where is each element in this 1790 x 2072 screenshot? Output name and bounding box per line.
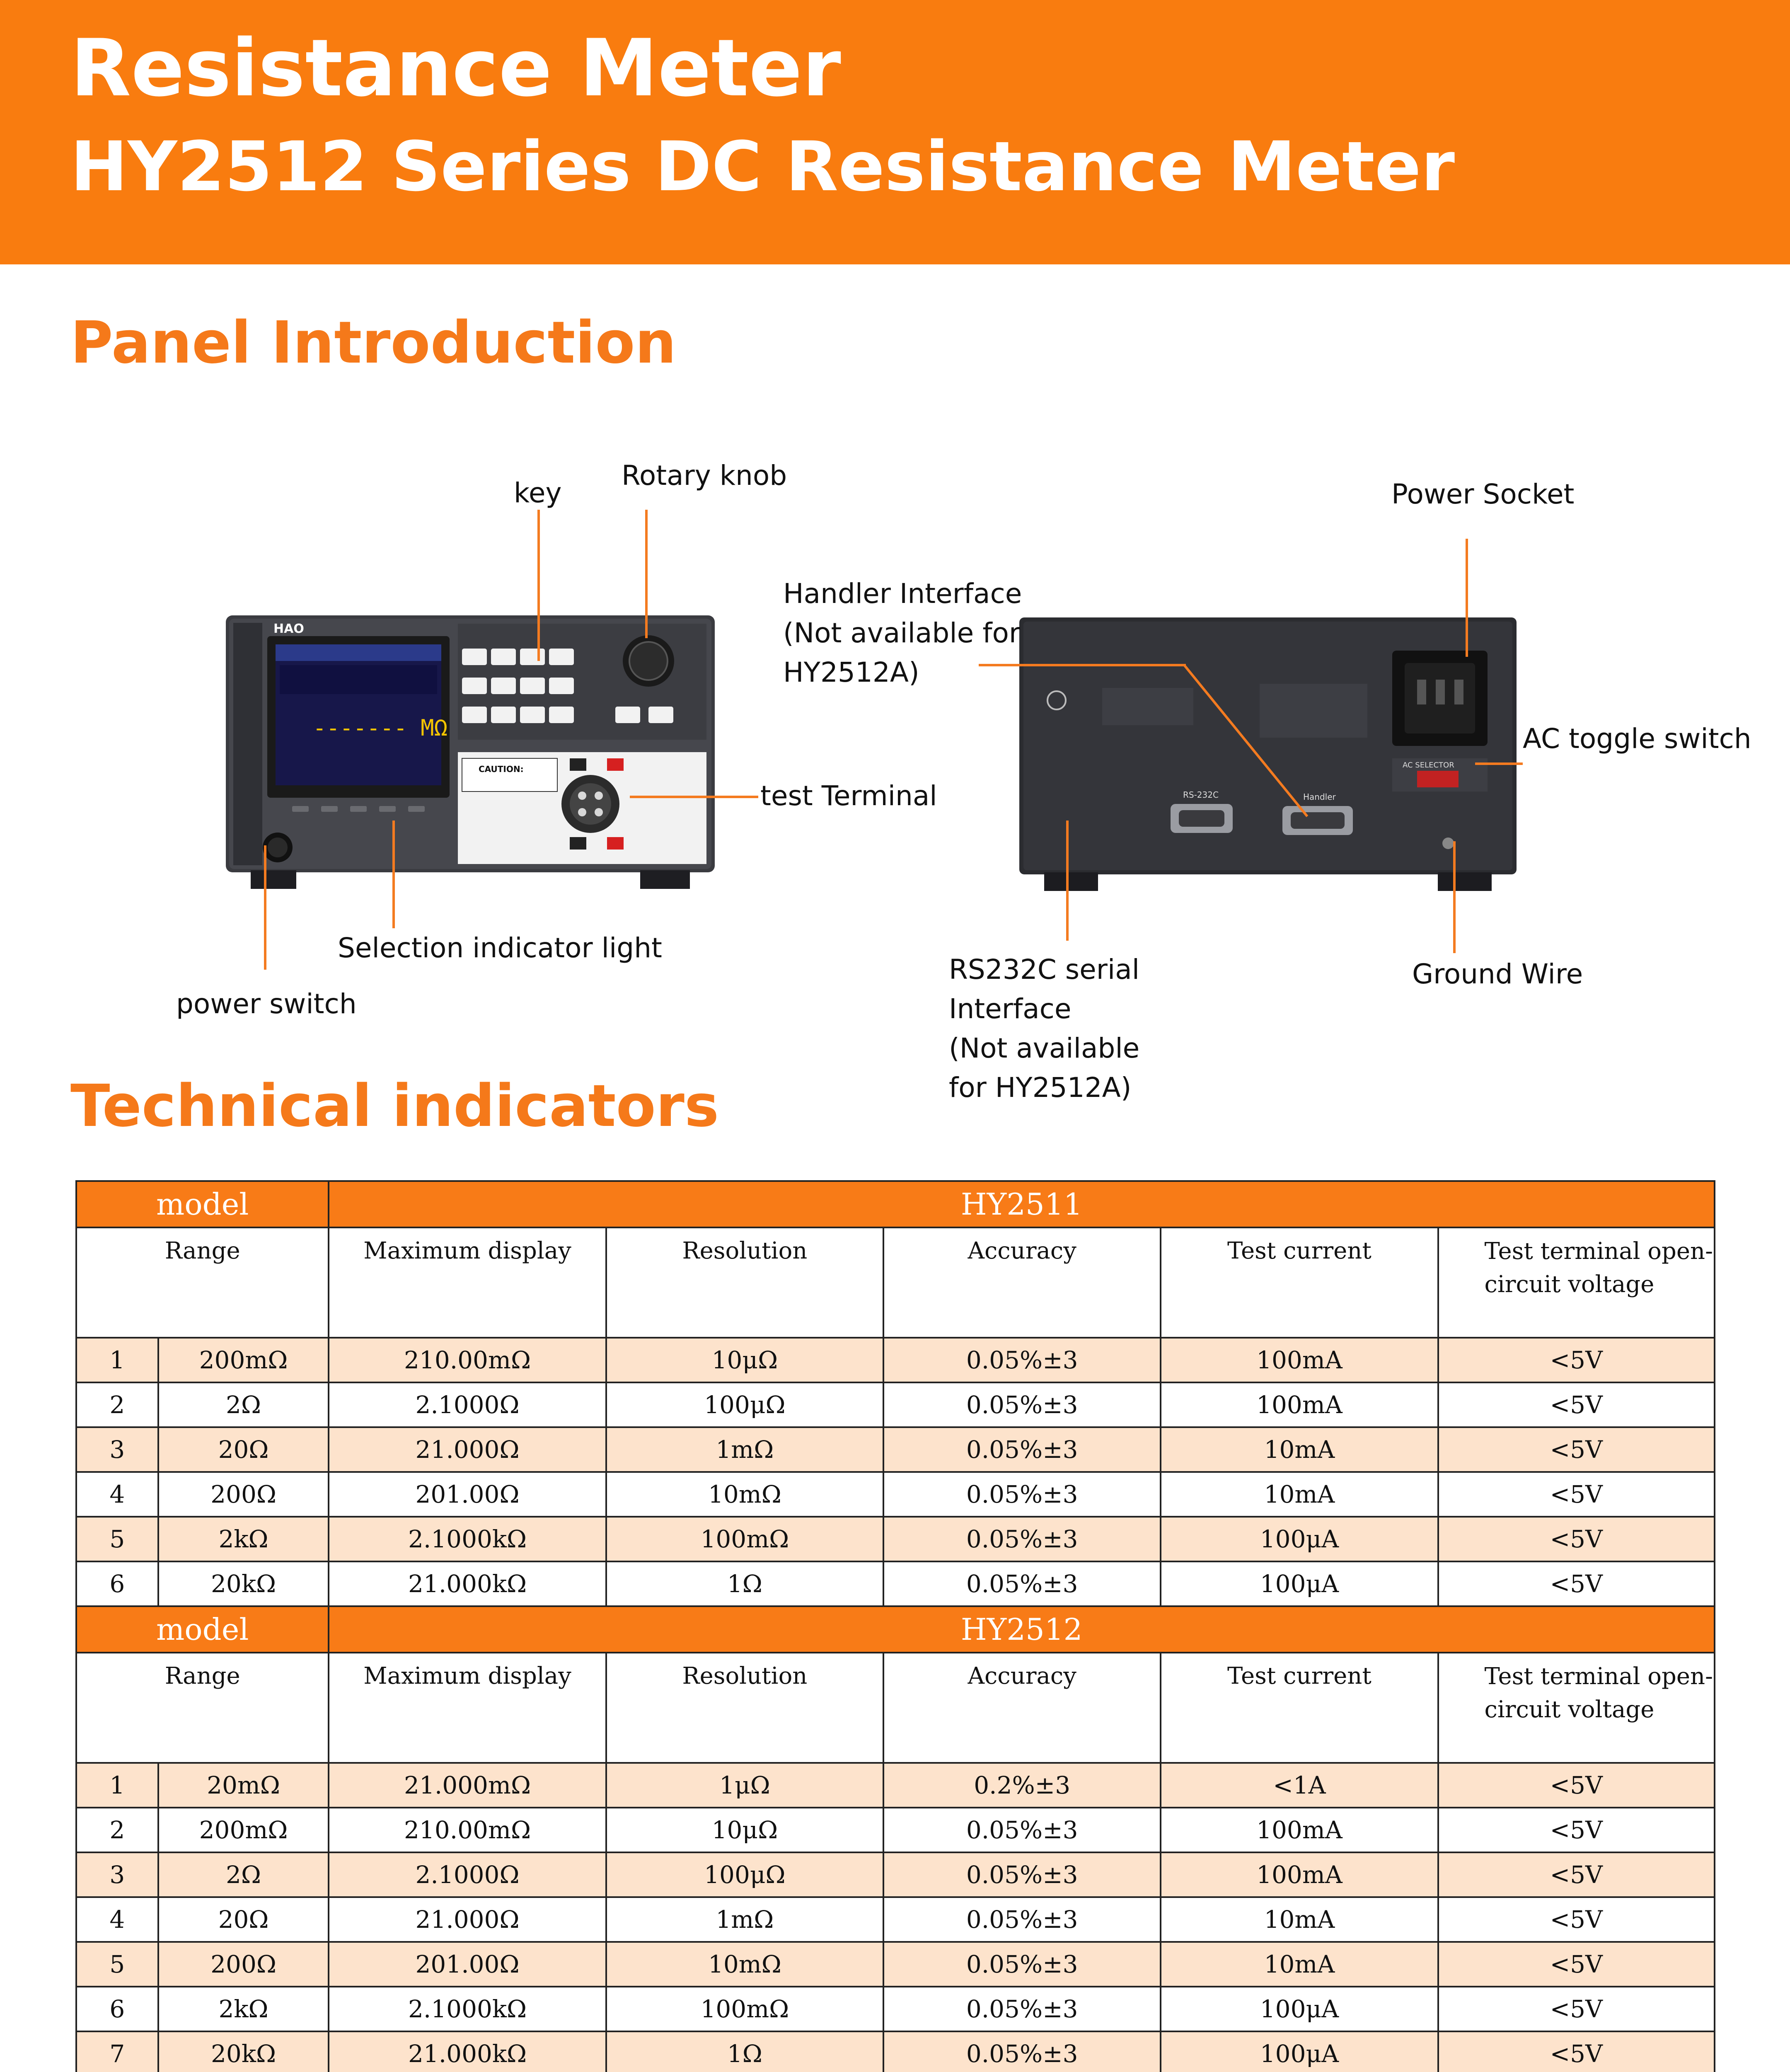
range-cell: 200Ω: [158, 1942, 329, 1987]
row-index: 4: [76, 1472, 158, 1517]
handler-interface-callout-3: HY2512A): [783, 656, 919, 688]
range-cell: 20kΩ: [158, 2031, 329, 2072]
toggle-leader-line: [1475, 762, 1523, 765]
test-current-cell: 10mA: [1161, 1942, 1438, 1987]
accuracy-cell: 0.05%±3: [883, 1808, 1161, 1852]
col-header-range: Range: [76, 1653, 329, 1763]
max-display-cell: 201.00Ω: [329, 1942, 606, 1987]
table-row: [76, 1338, 1715, 1382]
knob-leader-line: [645, 510, 648, 638]
range-cell: 200mΩ: [158, 1338, 329, 1382]
range-cell: 200Ω: [158, 1472, 329, 1517]
handler-leader-line-diag: [1183, 663, 1316, 821]
max-display-cell: 21.000Ω: [329, 1897, 606, 1942]
max-display-cell: 210.00mΩ: [329, 1338, 606, 1382]
switch-leader-line: [264, 845, 266, 970]
model-row: [76, 1181, 1715, 1227]
accuracy-cell: 0.05%±3: [883, 1987, 1161, 2031]
voltage-cell: <5V: [1438, 1808, 1715, 1852]
test-current-cell: 100μA: [1161, 2031, 1438, 2072]
accuracy-cell: 0.05%±3: [883, 1427, 1161, 1472]
row-index: 3: [76, 1852, 158, 1897]
test-current-cell: 100mA: [1161, 1382, 1438, 1427]
spec-table: [75, 1180, 1715, 2072]
range-cell: 2Ω: [158, 1382, 329, 1427]
handler-leader-line-h: [979, 664, 1186, 666]
row-index: 6: [76, 1987, 158, 2031]
accuracy-cell: 0.05%±3: [883, 1942, 1161, 1987]
resolution-cell: 1Ω: [606, 2031, 883, 2072]
col-header-accuracy: Accuracy: [883, 1227, 1161, 1338]
max-display-cell: 21.000kΩ: [329, 2031, 606, 2072]
table-row: [76, 1517, 1715, 1561]
table-row: [76, 1472, 1715, 1517]
resolution-cell: 1μΩ: [606, 1763, 883, 1808]
max-display-cell: 2.1000Ω: [329, 1852, 606, 1897]
test-current-cell: 100μA: [1161, 1561, 1438, 1606]
range-cell: 20kΩ: [158, 1561, 329, 1606]
row-index: 2: [76, 1808, 158, 1852]
rs232-callout-2: Interface: [949, 993, 1072, 1025]
power-socket-callout: Power Socket: [1391, 478, 1575, 510]
resolution-cell: 100mΩ: [606, 1517, 883, 1561]
max-display-cell: 2.1000kΩ: [329, 1517, 606, 1561]
test-current-cell: 100μA: [1161, 1517, 1438, 1561]
page-subtitle: HY2512 Series DC Resistance Meter: [70, 127, 1455, 206]
brand-logo: HAO: [273, 622, 304, 636]
range-cell: 20Ω: [158, 1897, 329, 1942]
row-index: 6: [76, 1561, 158, 1606]
col-header-max-display: Maximum display: [329, 1227, 606, 1338]
test-current-cell: <1A: [1161, 1763, 1438, 1808]
screen-value: ------- MΩ: [313, 715, 448, 741]
range-cell: 20Ω: [158, 1427, 329, 1472]
voltage-cell: <5V: [1438, 1517, 1715, 1561]
range-cell: 200mΩ: [158, 1808, 329, 1852]
resolution-cell: 100μΩ: [606, 1852, 883, 1897]
voltage-cell: <5V: [1438, 1987, 1715, 2031]
rotary-knob-callout: Rotary knob: [622, 460, 787, 491]
row-index: 1: [76, 1338, 158, 1382]
accuracy-cell: 0.2%±3: [883, 1763, 1161, 1808]
test-current-cell: 10mA: [1161, 1472, 1438, 1517]
resolution-cell: 1mΩ: [606, 1427, 883, 1472]
row-index: 5: [76, 1942, 158, 1987]
front-panel-image: [226, 615, 715, 905]
handler-port-label: Handler: [1303, 792, 1336, 802]
max-display-cell: 21.000kΩ: [329, 1561, 606, 1606]
test-current-cell: 100mA: [1161, 1852, 1438, 1897]
row-index: 3: [76, 1427, 158, 1472]
range-cell: 2kΩ: [158, 1517, 329, 1561]
header-banner: [0, 0, 1790, 264]
rs232-callout-3: (Not available: [949, 1032, 1140, 1064]
voltage-cell: <5V: [1438, 2031, 1715, 2072]
resolution-cell: 100μΩ: [606, 1382, 883, 1427]
key-callout: key: [514, 477, 562, 509]
max-display-cell: 21.000mΩ: [329, 1763, 606, 1808]
resolution-cell: 10μΩ: [606, 1338, 883, 1382]
light-leader-line: [392, 821, 395, 928]
resolution-cell: 10mΩ: [606, 1472, 883, 1517]
power-switch-callout: power switch: [176, 988, 357, 1020]
row-index: 2: [76, 1382, 158, 1427]
accuracy-cell: 0.05%±3: [883, 1517, 1161, 1561]
max-display-cell: 2.1000Ω: [329, 1382, 606, 1427]
range-cell: 20mΩ: [158, 1763, 329, 1808]
col-header-test-current: Test current: [1161, 1653, 1438, 1763]
col-header-open-circuit-voltage: Test terminal open-circuit voltage: [1438, 1227, 1715, 1338]
socket-leader-line: [1466, 539, 1468, 657]
table-row: [76, 1763, 1715, 1808]
col-header-range: Range: [76, 1227, 329, 1338]
rs232-port-label: RS-232C: [1183, 790, 1219, 800]
test-current-cell: 10mA: [1161, 1427, 1438, 1472]
row-index: 4: [76, 1897, 158, 1942]
voltage-cell: <5V: [1438, 1763, 1715, 1808]
selection-light-callout: Selection indicator light: [338, 932, 662, 964]
handler-interface-callout-1: Handler Interface: [783, 578, 1022, 610]
col-header-test-current: Test current: [1161, 1227, 1438, 1338]
range-cell: 2Ω: [158, 1852, 329, 1897]
voltage-cell: <5V: [1438, 1427, 1715, 1472]
accuracy-cell: 0.05%±3: [883, 1561, 1161, 1606]
table-row: [76, 1897, 1715, 1942]
table-row: [76, 1852, 1715, 1897]
voltage-cell: <5V: [1438, 1897, 1715, 1942]
model-label: model: [76, 1606, 329, 1653]
panel-section-title: Panel Introduction: [70, 309, 677, 377]
table-row: [76, 2031, 1715, 2072]
rs232-leader-line: [1066, 821, 1069, 941]
table-row: [76, 1427, 1715, 1472]
ac-selector-label: AC SELECTOR: [1403, 761, 1454, 770]
resolution-cell: 10mΩ: [606, 1942, 883, 1987]
ground-wire-callout: Ground Wire: [1412, 958, 1583, 990]
rs232-callout-4: for HY2512A): [949, 1072, 1132, 1104]
model-row: [76, 1606, 1715, 1653]
voltage-cell: <5V: [1438, 1852, 1715, 1897]
ground-leader-line: [1453, 841, 1456, 953]
table-row: [76, 1561, 1715, 1606]
row-index: 5: [76, 1517, 158, 1561]
model-name: HY2512: [329, 1606, 1715, 1653]
test-current-cell: 100μA: [1161, 1987, 1438, 2031]
voltage-cell: <5V: [1438, 1942, 1715, 1987]
rs232-callout-1: RS232C serial: [949, 954, 1140, 985]
accuracy-cell: 0.05%±3: [883, 1382, 1161, 1427]
model-label: model: [76, 1181, 329, 1227]
table-row: [76, 1987, 1715, 2031]
table-row: [76, 1808, 1715, 1852]
col-header-accuracy: Accuracy: [883, 1653, 1161, 1763]
accuracy-cell: 0.05%±3: [883, 1897, 1161, 1942]
row-index: 1: [76, 1763, 158, 1808]
test-terminal-callout: test Terminal: [760, 780, 937, 812]
tech-section-title: Technical indicators: [70, 1072, 719, 1140]
row-index: 7: [76, 2031, 158, 2072]
accuracy-cell: 0.05%±3: [883, 1338, 1161, 1382]
col-header-resolution: Resolution: [606, 1227, 883, 1338]
resolution-cell: 1mΩ: [606, 1897, 883, 1942]
range-cell: 2kΩ: [158, 1987, 329, 2031]
max-display-cell: 210.00mΩ: [329, 1808, 606, 1852]
terminal-leader-line: [630, 796, 758, 798]
voltage-cell: <5V: [1438, 1561, 1715, 1606]
col-header-resolution: Resolution: [606, 1653, 883, 1763]
resolution-cell: 100mΩ: [606, 1987, 883, 2031]
max-display-cell: 201.00Ω: [329, 1472, 606, 1517]
voltage-cell: <5V: [1438, 1382, 1715, 1427]
model-name: HY2511: [329, 1181, 1715, 1227]
accuracy-cell: 0.05%±3: [883, 2031, 1161, 2072]
resolution-cell: 10μΩ: [606, 1808, 883, 1852]
header-row: [76, 1653, 1715, 1763]
table-row: [76, 1382, 1715, 1427]
handler-interface-callout-2: (Not available for: [783, 617, 1020, 649]
voltage-cell: <5V: [1438, 1338, 1715, 1382]
caution-label: CAUTION:: [479, 764, 524, 774]
col-header-max-display: Maximum display: [329, 1653, 606, 1763]
test-current-cell: 100mA: [1161, 1808, 1438, 1852]
table-row: [76, 1942, 1715, 1987]
test-current-cell: 100mA: [1161, 1338, 1438, 1382]
key-leader-line: [537, 510, 540, 661]
page-title: Resistance Meter: [70, 22, 841, 114]
accuracy-cell: 0.05%±3: [883, 1852, 1161, 1897]
accuracy-cell: 0.05%±3: [883, 1472, 1161, 1517]
max-display-cell: 21.000Ω: [329, 1427, 606, 1472]
header-row: [76, 1227, 1715, 1338]
max-display-cell: 2.1000kΩ: [329, 1987, 606, 2031]
test-current-cell: 10mA: [1161, 1897, 1438, 1942]
voltage-cell: <5V: [1438, 1472, 1715, 1517]
ac-toggle-callout: AC toggle switch: [1523, 723, 1751, 755]
col-header-open-circuit-voltage: Test terminal open-circuit voltage: [1438, 1653, 1715, 1763]
resolution-cell: 1Ω: [606, 1561, 883, 1606]
